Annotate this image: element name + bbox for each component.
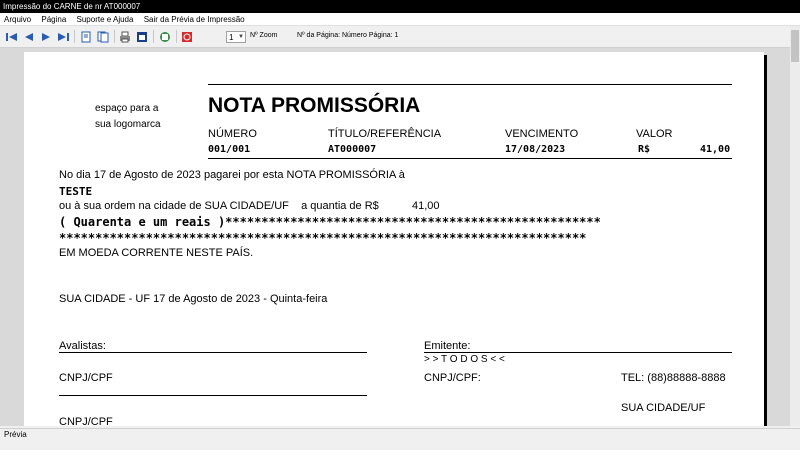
status-text: Prévia <box>4 430 27 439</box>
value-titulo: AT000007 <box>328 144 377 155</box>
value-numero: 001/001 <box>208 144 251 155</box>
currency-note: EM MOEDA CORRENTE NESTE PAÍS. <box>59 247 254 259</box>
amount-in-words: ( Quarenta e um reais )**************************************************** <box>59 215 601 229</box>
header-rule <box>208 158 732 159</box>
toolbar <box>0 26 800 48</box>
emitente-name: > > T O D O S < < <box>424 354 505 365</box>
header-vencimento: VENCIMENTO <box>505 128 579 140</box>
page-info-label: Nº da Página: Número Página: 1 <box>297 32 399 39</box>
avalista2-signature-line <box>59 395 367 396</box>
prev-page-icon[interactable] <box>22 30 36 43</box>
toolbar-separator <box>176 30 177 43</box>
document-title: NOTA PROMISSÓRIA <box>208 94 421 117</box>
menu-suporte[interactable]: Suporte e Ajuda <box>76 15 134 24</box>
scrollbar-thumb[interactable] <box>791 30 799 62</box>
menu-bar <box>0 13 800 26</box>
preview-area <box>0 48 800 426</box>
toolbar-separator <box>153 30 154 43</box>
place-date: SUA CIDADE - UF 17 de Agosto de 2023 - Quinta-feira <box>59 293 328 305</box>
avalistas-label: Avalistas: <box>59 340 106 352</box>
avalistas-signature-line <box>59 352 367 353</box>
close-red-icon[interactable] <box>180 30 194 43</box>
page-icon[interactable] <box>79 30 93 43</box>
status-bar <box>0 428 800 450</box>
page-number-select[interactable] <box>226 31 246 43</box>
last-page-icon[interactable] <box>56 30 70 43</box>
creditor-name: TESTE <box>59 185 93 198</box>
body-line3: ou à sua ordem na cidade de SUA CIDADE/UF a quantia de R$ <box>59 200 379 212</box>
chevron-down-icon: ▼ <box>238 34 244 40</box>
logo-placeholder-line2: sua logomarca <box>95 119 161 130</box>
avalista-cnpj-label: CNPJ/CPF <box>59 372 113 384</box>
window-titlebar <box>0 0 800 13</box>
stars-line: ************************************************************************* <box>59 231 587 245</box>
calendar-icon[interactable] <box>135 30 149 43</box>
emitente-cnpj-label: CNPJ/CPF: <box>424 372 481 384</box>
emitente-signature-line <box>424 352 732 353</box>
page-number-value: 1 <box>229 33 234 42</box>
vertical-scrollbar[interactable] <box>790 26 800 426</box>
emitente-city: SUA CIDADE/UF <box>621 402 706 414</box>
menu-pagina[interactable]: Página <box>41 15 67 24</box>
avalista2-cnpj-label: CNPJ/CPF <box>59 416 113 426</box>
export-icon[interactable] <box>158 30 172 43</box>
top-rule <box>208 84 732 85</box>
body-amount: 41,00 <box>412 200 440 212</box>
first-page-icon[interactable] <box>5 30 19 43</box>
header-numero: NÚMERO <box>208 128 257 140</box>
menu-arquivo[interactable]: Arquivo <box>4 15 32 24</box>
value-valor: 41,00 <box>700 144 731 155</box>
header-titulo: TÍTULO/REFERÊNCIA <box>328 128 442 140</box>
two-pages-icon[interactable] <box>96 30 110 43</box>
header-valor: VALOR <box>636 128 673 140</box>
emitente-tel: TEL: (88)88888-8888 <box>621 372 726 384</box>
body-line1: No dia 17 de Agosto de 2023 pagarei por esta NOTA PROMISSÓRIA à <box>59 169 405 181</box>
value-currency: R$ <box>638 144 651 155</box>
zoom-label: Nº Zoom <box>250 32 278 39</box>
print-icon[interactable] <box>118 30 132 43</box>
value-vencimento: 17/08/2023 <box>505 144 566 155</box>
document-page <box>24 52 764 426</box>
toolbar-separator <box>74 30 75 43</box>
menu-sair[interactable]: Sair da Prévia de Impressão <box>143 15 245 24</box>
emitente-label: Emitente: <box>424 340 471 352</box>
next-page-icon[interactable] <box>39 30 53 43</box>
toolbar-separator <box>114 30 115 43</box>
logo-placeholder-line1: espaço para a <box>95 103 159 114</box>
window-title: Impressão do CARNE de nr AT000007 <box>3 2 141 11</box>
